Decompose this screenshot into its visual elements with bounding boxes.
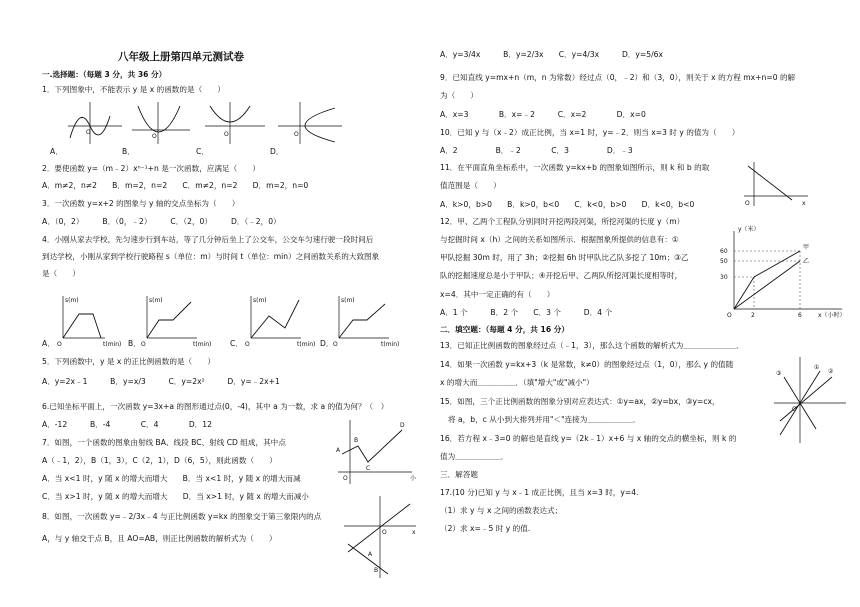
svg-text:O: O [141, 341, 146, 348]
svg-text:D: D [400, 422, 405, 429]
question-9-line-1: 9．已知直线 y=mx+n（m，n 为常数）经过点（0，﹣2）和（3，0），则关于 x 的方程 mx+n=0 的解 [440, 73, 796, 82]
q4-graph-a [57, 296, 121, 348]
question-13: 13．已知正比例函数的图象经过点（﹣1，3），那么这个函数的解析式为＿＿＿＿＿＿＿． [440, 341, 745, 350]
svg-text:B: B [374, 567, 379, 574]
svg-text:t(min): t(min) [297, 341, 316, 348]
question-12-line-4: 队的挖掘速度总是小于甲队；④开挖后甲、乙两队所挖河渠长度相等时， [440, 271, 683, 280]
q11-graph [740, 160, 810, 208]
svg-text:O: O [294, 131, 299, 138]
q12-line-jia [734, 251, 800, 309]
question-17-line-1: 17.(10 分)已知 y 与 x﹣1 成正比例，且当 x=3 时，y=4. [440, 488, 639, 497]
q1-option-c: C． [196, 147, 209, 156]
question-11-options: A．k>0，b>0 B．k>0，b<0 C．k<0，b>0 D．k<0，b<0 [440, 200, 695, 209]
q1-graphs [60, 98, 400, 148]
q1-graph-c [205, 102, 265, 144]
question-2: 2．要使函数 y=（m﹣2）xⁿ⁻¹+n 是一次函数，应满足（ ） [42, 164, 260, 173]
q8-graph [340, 494, 420, 580]
svg-text:①: ① [814, 364, 820, 371]
svg-text:x（小时）: x（小时） [818, 312, 846, 319]
question-12-options: A．1 个 B．2 个 C．3 个 D．4 个 [440, 308, 613, 317]
svg-text:2: 2 [751, 312, 755, 319]
svg-text:30: 30 [720, 274, 728, 281]
q15-graph [770, 355, 850, 445]
svg-text:s(m): s(m) [149, 297, 163, 304]
question-1: 1．下列图象中，不能表示 y 是 x 的函数的是（ ） [42, 85, 225, 94]
question-11-line-1: 11．在平面直角坐标系中，一次函数 y=kx+b 的图象如图所示，则 k 和 b 的取 [440, 163, 710, 172]
question-8-options: A．y=3/4x B．y=2/3x C．y=4/3x D．y=5/6x [440, 50, 663, 59]
svg-text:O: O [333, 341, 338, 348]
section-choice-heading: 一.选择题：（每题 3 分，共 36 分） [42, 70, 167, 79]
question-15-line-1: 15．如图，三个正比例函数的图象分别对应表达式：①y=ax，②y=bx，③y=cx， [440, 397, 720, 406]
svg-text:A: A [336, 447, 341, 454]
question-7-line-1: 7．如图，一个函数的图象由射线 BA、线段 BC、射线 CD 组成，其中点 [42, 438, 286, 447]
question-16-line-2: 值为＿＿＿＿＿＿． [440, 452, 509, 461]
question-12-line-1: 12．甲、乙两个工程队分别同时开挖两段河渠，所挖河渠的长度 y（m） [440, 217, 685, 226]
question-5: 5．下列函数中，y 是 x 的正比例函数的是（ ） [42, 357, 215, 366]
q1-graph-a [68, 102, 122, 144]
q4-graph-c [245, 296, 315, 348]
svg-text:s(m): s(m) [341, 297, 355, 304]
section-fill-heading: 二．填空题：（每题 4 分，共 16 分） [440, 325, 569, 334]
svg-text:O: O [382, 529, 387, 536]
question-14-line-1: 14．如果一次函数 y=kx+3（k 是常数，k≠0）的图象经过点（1，0），那么 y 的值随 [440, 360, 734, 369]
svg-text:③: ③ [776, 370, 782, 377]
question-2-options: A．m≠2，n≠2 B．m=2，n=2 C．m≠2，n=2 D．m=2，n=0 [42, 181, 309, 190]
q1-option-a: A． [50, 147, 63, 156]
svg-text:O: O [343, 475, 348, 482]
question-14-line-2: x 的增大而＿＿＿＿＿．（填"增大"或"减小"） [440, 378, 594, 387]
question-4-line-1: 4．小刚从家去学校，先匀速步行到车站，等了几分钟后坐上了公交车，公交车匀速行驶一段时间后 [42, 235, 374, 244]
q4-option-d: D． [320, 339, 334, 348]
question-7-option-line-2: C．当 x>1 时，y 随 x 的增大而增大 D．当 x>1 时，y 随 x 的增大而减小 [42, 492, 309, 501]
svg-text:B: B [354, 437, 359, 444]
svg-text:O: O [745, 200, 750, 207]
q4-graph-b [141, 296, 211, 348]
question-11-line-2: 值范围是（ ） [440, 181, 501, 190]
svg-text:乙: 乙 [803, 258, 810, 265]
question-12-line-5: x=4．其中一定正确的有（ ） [440, 290, 555, 299]
svg-text:x: x [412, 529, 416, 536]
svg-text:x: x [802, 200, 806, 207]
question-8-line-2: A，与 y 轴交于点 B，且 AO=AB，则正比例函数的解析式为（ ） [42, 534, 277, 543]
question-6: 6.已知坐标平面上，一次函数 y=3x+a 的图形通过点(0，-4)，其中 a 为一数，求 a 的值为何？（ ） [42, 402, 389, 411]
question-5-options: A．y=2x﹣1 B．y=x/3 C．y=2x² D．y=﹣2x+1 [42, 377, 280, 386]
question-16-line-1: 16．若方程 x﹣3=0 的解也是直线 y=（2k﹣1）x+6 与 x 轴的交点的横坐标，则 k 的 [440, 434, 737, 443]
question-9-line-2: 为（ ） [440, 91, 478, 100]
svg-text:60: 60 [720, 248, 728, 255]
question-12-line-3: 甲队挖掘 30m 时，用了 3h；②挖掘 6h 时甲队比乙队多挖了 10m；③乙 [440, 253, 689, 262]
question-7-line-2: A（﹣1，2），B（1，3），C（2，1），D（6，5），则此函数（ ） [42, 456, 277, 465]
svg-text:C: C [366, 465, 371, 472]
svg-text:甲: 甲 [803, 244, 810, 251]
svg-text:小: 小 [410, 475, 417, 482]
q4-graph-d [333, 296, 399, 348]
q4-option-c: C． [230, 339, 243, 348]
question-10: 10．已知 y 与（x﹣2）成正比例，当 x=1 时，y=﹣2．则当 x=3 时 y 的值为（ ） [440, 128, 740, 137]
page-title: 八年级上册第四单元测试卷 [118, 51, 244, 63]
q12-graph [720, 225, 852, 320]
question-4-line-2: 到达学校，小刚从家到学校行驶路程 s（单位：m）与时间 t（单位：min）之间函数关系的大致图象 [42, 252, 380, 261]
question-4-line-3: 是（ ） [42, 269, 80, 278]
q12-line-yi [734, 261, 800, 309]
svg-text:s(m): s(m) [253, 297, 267, 304]
svg-text:O: O [152, 133, 157, 140]
question-6-options: A．-12 B．-4 C．4 D．12 [42, 420, 212, 429]
question-10-options: A．2 B．﹣2 C．3 D．﹣3 [440, 146, 633, 155]
svg-text:t(min): t(min) [193, 341, 212, 348]
section-answer-heading: 三．解答题 [440, 470, 478, 479]
svg-text:O: O [57, 341, 62, 348]
q4-option-a: A． [42, 339, 55, 348]
question-15-line-2: 将 a，b，c 从小到大排列并用"＜"连接为＿＿＿＿＿＿． [448, 415, 641, 424]
question-3-options: A．（0，2） B．（0，﹣2） C．（2，0） D．（﹣2，0） [42, 217, 281, 226]
svg-text:O: O [792, 406, 797, 413]
question-7-option-line-1: A．当 x<1 时，y 随 x 的增大而增大 B．当 x<1 时，y 随 x 的增大而减 [42, 474, 301, 483]
svg-text:②: ② [828, 368, 834, 375]
q1-graph-d [278, 102, 342, 144]
svg-text:y（米）: y（米） [738, 226, 760, 233]
svg-text:O: O [224, 131, 229, 138]
question-12-line-2: 与挖掘时间 x（h）之间的关系如图所示．根据图象所提供的信息有：① [440, 235, 679, 244]
svg-text:s(m): s(m) [65, 297, 79, 304]
q7-graph [328, 418, 418, 488]
question-17-part-2: （2）求 x=﹣5 时 y 的值. [440, 524, 531, 533]
q4-option-b: B． [128, 339, 141, 348]
svg-text:O: O [86, 129, 91, 136]
svg-text:t(min): t(min) [381, 341, 400, 348]
q1-graph-b [132, 102, 190, 144]
svg-text:O: O [245, 341, 250, 348]
svg-text:O: O [727, 312, 732, 319]
question-8-line-1: 8．如图，一次函数 y=﹣2/3x﹣4 与正比例函数 y=kx 的图象交于第三象限内的点 [42, 512, 322, 521]
q1-option-b: B． [122, 147, 135, 156]
svg-text:A: A [368, 551, 373, 558]
question-3: 3．一次函数 y=x+2 的图象与 y 轴的交点坐标为（ ） [42, 199, 240, 208]
svg-text:6: 6 [798, 312, 802, 319]
svg-text:t(min): t(min) [103, 341, 122, 348]
question-17-part-1: （1）求 y 与 x 之间的函数表达式； [440, 506, 563, 515]
svg-text:50: 50 [720, 258, 728, 265]
question-9-options: A．x=3 B．x=﹣2 C．x=2 D．x=0 [440, 110, 646, 119]
q1-option-d: D． [270, 147, 284, 156]
